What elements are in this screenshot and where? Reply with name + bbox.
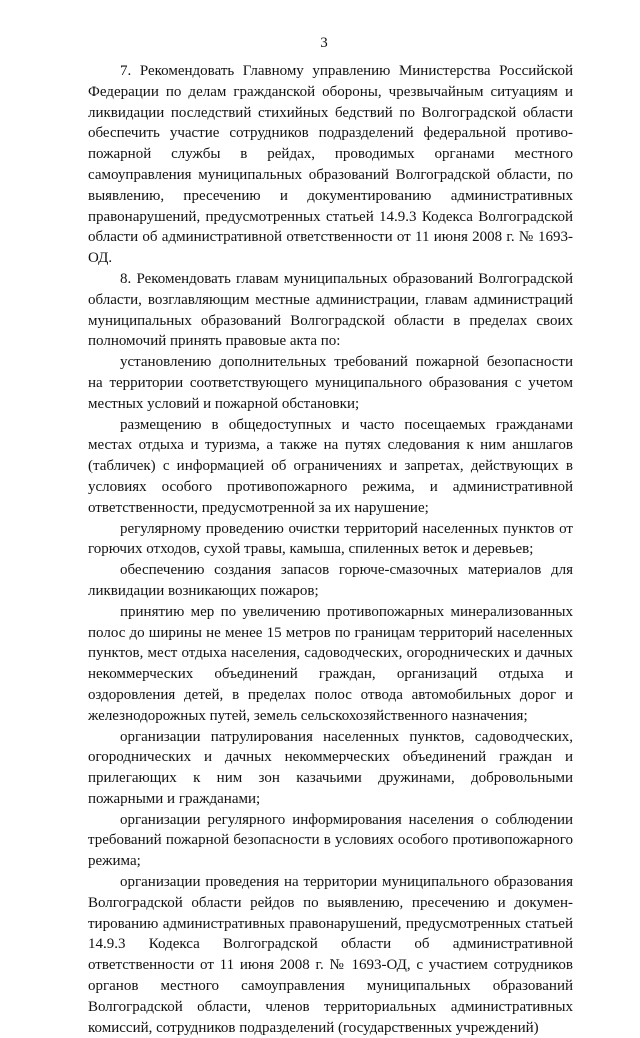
list-item-firebreak-strips: принятию мер по увеличению противопожарных минерализованных полос до ширины не менее 15 метров по границам территорий населенных пунктов, мест отдыха населения, садоводческих, огороднических и дачных некоммерческих объединений граждан, организаций отдыха и оздоровления детей, в пределах полос отвода автомобильных дорог и железнодорожных путей, земель сельскохозяйственного назначения; xyxy=(88,603,573,724)
list-item-fuel-reserves: обеспечению создания запасов горюче-смазочных материалов для ликвидации возникающих пожаров; xyxy=(88,562,573,599)
list-item-fire-safety-requirements: установлению дополнительных требований пожарной безопасности на территории соответствующего муниципального образования с учетом местных условий и пожарной обстановки; xyxy=(88,354,573,412)
paragraph-7: 7. Рекомендовать Главному управлению Министерства Российской Федерации по делам гражданской обороны, чрезвычайным ситуациям и ликвидации последствий стихийных бедствий по Волгоградской области обеспечить участие сотрудников подразделений федеральной противопожарной службы в рейдах, проводимых органами местного самоуправления муниципальных образований Волгоградской области, по выявлению, пресечению и документированию административных правонарушений, предусмотренных статьей 14.9.3 Кодекса Волгоградской области об административной ответственности от 11 июня 2008 г. № 1693-ОД. xyxy=(88,63,573,267)
list-item-patrolling: организации патрулирования населенных пунктов, садоводческих, огороднических и дачных некоммерческих объединений граждан и прилегающих к ним зон казачьими дружинами, добровольными пожарными и гражданами; xyxy=(88,728,573,807)
list-item-public-informing: организации регулярного информирования населения о соблюдении требований пожарной безопасности в условиях особого противопожарного режима; xyxy=(88,811,573,870)
paragraph-8: 8. Рекомендовать главам муниципальных образований Волгоградской области, возглавляющим местные администрации, главам администраций муниципальных образований Волгоградской области в пределах своих полномочий принять правовые акта по: xyxy=(88,270,573,350)
page-number: 3 xyxy=(320,35,328,51)
list-item-raids: организации проведения на территории муниципального образования Волгоградской области рейдов по выявлению, пресечению и документированию административных правонарушений, предусмотренных статьей 14.9.3 Кодекса Волгоградской области об административной ответственности от 11 июня 2008 г. № 1693-ОД, с участием сотрудников органов местного самоуправления муниципальных образований Волгоградской области, членов территориальных административных комиссий, сотрудников подразделений (государственных учреждений) xyxy=(88,874,573,1036)
list-item-territory-cleaning: регулярному проведению очистки территорий населенных пунктов от горючих отходов, сухой травы, камыша, спиленных веток и деревьев; xyxy=(88,520,573,558)
document-body xyxy=(88,61,573,1038)
list-item-information-signs: размещению в общедоступных и часто посещаемых гражданами местах отдыха и туризма, а также на путях следования к ним аншлагов (табличек) с информацией об ограничениях и запретах, действующих в условиях особого противопожарного режима, и административной ответственности, предусмотренной за их нарушение; xyxy=(88,416,573,516)
